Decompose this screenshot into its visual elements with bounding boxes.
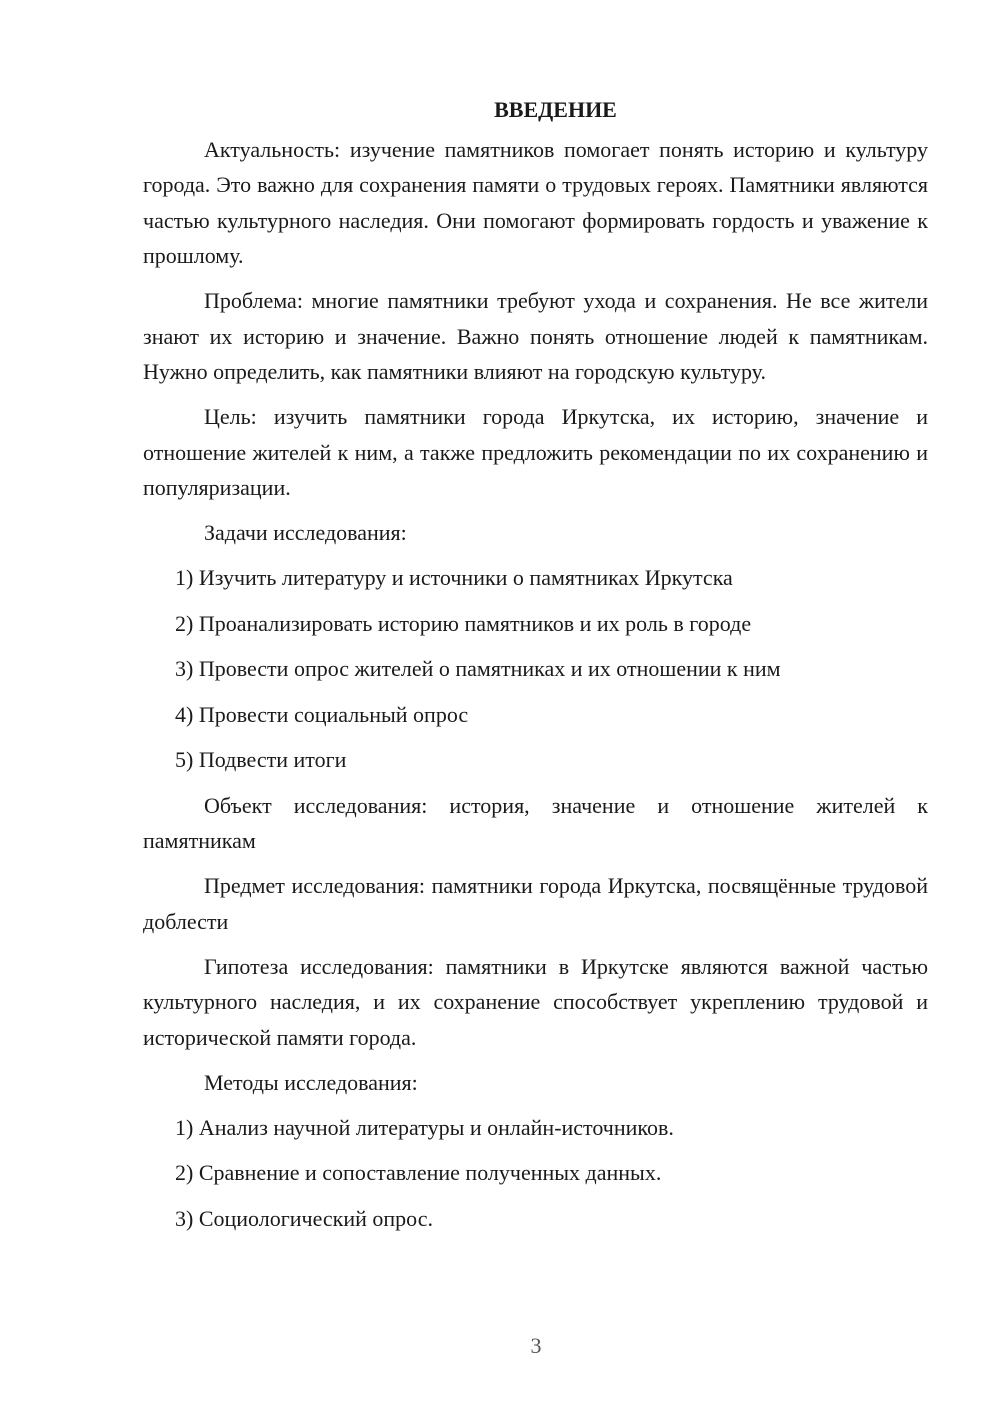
list-item: 1) Изучить литературу и источники о памятниках Иркутска [175,565,733,590]
list-item: 3) Провести опрос жителей о памятниках и их отношении к ним [175,656,781,681]
list-item: 3) Социологический опрос. [175,1205,433,1231]
methods-heading: Методы исследования: [204,1069,418,1095]
tasks-heading: Задачи исследования: [204,520,407,545]
goal-paragraph: Цель: изучить памятники города Иркутска, их историю, значение и отношение жителей к ним, а также предложить рекомендации по их сохранению и популяризации. [143,404,928,500]
hypothesis-paragraph: Гипотеза исследования: памятники в Иркутске являются важной частью культурного наследия, и их сохранение способствует укреплению трудовой и исторической памяти города. [143,953,928,1050]
list-item: 4) Провести социальный опрос [175,701,469,727]
relevance-paragraph: Актуальность: изучение памятников помогает понять историю и культуру города. Это важно для сохранения памяти о трудовых героях. Памятники являются частью культурного наследия. Они помогают формировать гордость и уважение к прошлому. [143,136,928,268]
page-content [143,92,928,1246]
methods-list [143,1110,928,1237]
problem-paragraph: Проблема: многие памятники требуют ухода и сохранения. Не все жители знают их историю и значение. Важно понять отношение людей к памятникам. Нужно определить, как памятники влияют на городскую культуру. [143,288,928,384]
object-paragraph: Объект исследования: история, значение и отношение жителей к памятникам [143,792,928,853]
list-item: 1) Анализ научной литературы и онлайн-источников. [175,1114,674,1140]
list-item: 5) Подвести итоги [175,747,347,772]
list-item: 2) Сравнение и сопоставление полученных данных. [175,1160,662,1185]
page-number: 3 [530,1333,542,1358]
tasks-list [143,560,928,778]
page-title: ВВЕДЕНИЕ [494,97,617,122]
list-item: 2) Проанализировать историю памятников и их роль в городе [175,610,752,636]
subject-paragraph: Предмет исследования: памятники города Иркутска, посвящённые трудовой доблести [143,873,928,934]
